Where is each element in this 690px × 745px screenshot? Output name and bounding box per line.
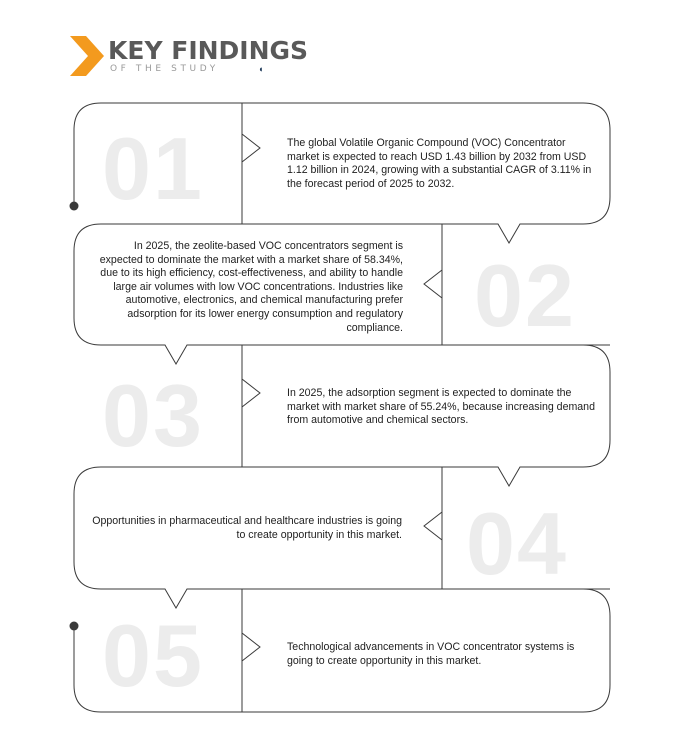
timeline-dot-end [70,622,79,631]
timeline-dot-start [70,202,79,211]
finding-number-04: 04 [466,494,568,593]
finding-number-03: 03 [102,366,204,465]
finding-text-03: In 2025, the adsorption segment is expected to dominate the market with market share of 55.24%, because increasing demand from automotive and chemical sectors. [287,387,595,427]
crescent-icon: ◖ [258,64,264,74]
finding-text-04: Opportunities in pharmaceutical and healthcare industries is going to create opportunity in this market. [92,515,402,541]
page-title: KEY FINDINGS [108,36,309,65]
finding-number-01: 01 [102,119,204,218]
finding-text-02: In 2025, the zeolite-based VOC concentrators segment is expected to dominate the market with a market share of 58.34%, due to its high efficiency, cost-effectiveness, and ability to handle large air volumes with low VOC concentrations. Industries like automotive, electronics, and chemical manufacturing prefer adsorption for its lower energy consumption and regulatory compliance. [99,240,403,334]
finding-number-02: 02 [474,246,576,345]
finding-text-01: The global Volatile Organic Compound (VOC) Concentrator market is expected to reach USD 1.43 billion by 2032 from USD 1.12 billion in 2024, growing with a substantial CAGR of 3.11% in the forecast period of 2025 to 2032. [287,137,592,190]
finding-number-05: 05 [102,606,204,705]
finding-text-05: Technological advancements in VOC concentrator systems is going to create opportunity in this market. [287,641,575,667]
page-subtitle: OF THE STUDY [110,64,219,74]
